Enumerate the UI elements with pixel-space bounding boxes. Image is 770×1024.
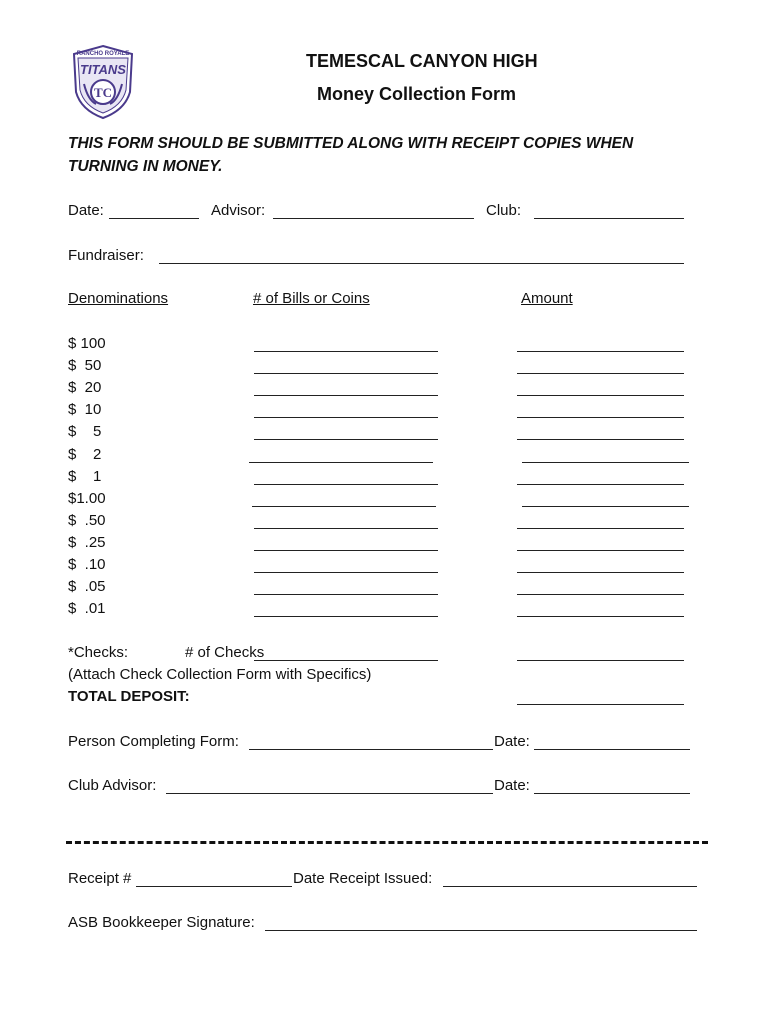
club-label: Club: xyxy=(486,202,522,219)
person-completing-label: Person Completing Form: xyxy=(68,733,239,750)
instruction-line-1: THIS FORM SHOULD BE SUBMITTED ALONG WITH RECEIPT COPIES WHEN xyxy=(68,135,634,152)
denomination-label: $ .05 xyxy=(68,578,106,595)
advisor-label: Advisor: xyxy=(211,202,266,219)
count-field[interactable] xyxy=(254,528,438,529)
date-receipt-issued-field[interactable] xyxy=(443,886,697,887)
date-receipt-issued-label: Date Receipt Issued: xyxy=(293,870,433,887)
denomination-label: $ 100 xyxy=(68,335,106,352)
checks-count-field[interactable] xyxy=(254,660,438,661)
count-field[interactable] xyxy=(254,439,438,440)
denomination-label: $ 1 xyxy=(68,468,102,485)
total-deposit-label: TOTAL DEPOSIT: xyxy=(68,688,190,705)
denomination-label: $ 10 xyxy=(68,401,102,418)
date-label: Date: xyxy=(68,202,104,219)
receipt-number-field[interactable] xyxy=(136,886,292,887)
fundraiser-label: Fundraiser: xyxy=(68,247,144,264)
checks-count-label: # of Checks xyxy=(185,644,265,661)
count-field[interactable] xyxy=(254,417,438,418)
count-field[interactable] xyxy=(254,373,438,374)
checks-amount-field[interactable] xyxy=(517,660,684,661)
titans-logo xyxy=(70,44,136,120)
count-field[interactable] xyxy=(254,616,438,617)
fundraiser-field[interactable] xyxy=(159,263,684,264)
amount-field[interactable] xyxy=(517,550,684,551)
count-field[interactable] xyxy=(252,506,436,507)
amount-header: Amount xyxy=(521,290,573,307)
school-name: TEMESCAL CANYON HIGH xyxy=(306,51,538,71)
club-advisor-field[interactable] xyxy=(166,793,493,794)
denomination-label: $ .50 xyxy=(68,512,106,529)
instruction-line-2: TURNING IN MONEY. xyxy=(68,158,223,175)
date-2-label: Date: xyxy=(494,777,530,794)
logo-top-text: RANCHO ROYALE xyxy=(76,51,130,57)
amount-field[interactable] xyxy=(517,594,684,595)
denomination-label: $ .01 xyxy=(68,600,106,617)
denomination-label: $1.00 xyxy=(68,490,106,507)
date-1-field[interactable] xyxy=(534,749,690,750)
logo-monogram: TC xyxy=(93,85,113,100)
amount-field[interactable] xyxy=(522,462,689,463)
amount-field[interactable] xyxy=(517,572,684,573)
denomination-label: $ 20 xyxy=(68,379,102,396)
amount-field[interactable] xyxy=(517,395,684,396)
club-field[interactable] xyxy=(534,218,684,219)
bookkeeper-signature-label: ASB Bookkeeper Signature: xyxy=(68,914,255,931)
receipt-number-label: Receipt # xyxy=(68,870,132,887)
amount-field[interactable] xyxy=(517,484,684,485)
amount-field[interactable] xyxy=(522,506,689,507)
checks-label: *Checks: xyxy=(68,644,129,661)
denomination-label: $ .25 xyxy=(68,534,106,551)
count-field[interactable] xyxy=(254,395,438,396)
denomination-label: $ 50 xyxy=(68,357,102,374)
amount-field[interactable] xyxy=(517,417,684,418)
denominations-header: Denominations xyxy=(68,290,169,307)
count-field[interactable] xyxy=(254,484,438,485)
denomination-label: $ .10 xyxy=(68,556,106,573)
date-2-field[interactable] xyxy=(534,793,690,794)
count-header: # of Bills or Coins xyxy=(253,290,370,307)
denomination-label: $ 2 xyxy=(68,446,102,463)
denomination-label: $ 5 xyxy=(68,423,102,440)
logo-main-text: TITANS xyxy=(80,62,126,77)
checks-note: (Attach Check Collection Form with Specifics) xyxy=(68,666,372,683)
total-deposit-field[interactable] xyxy=(517,704,684,705)
form-title: Money Collection Form xyxy=(317,84,517,104)
date-1-label: Date: xyxy=(494,733,530,750)
amount-field[interactable] xyxy=(517,616,684,617)
person-completing-field[interactable] xyxy=(249,749,493,750)
count-field[interactable] xyxy=(254,572,438,573)
club-advisor-label: Club Advisor: xyxy=(68,777,157,794)
count-field[interactable] xyxy=(254,550,438,551)
amount-field[interactable] xyxy=(517,439,684,440)
date-field[interactable] xyxy=(109,218,199,219)
amount-field[interactable] xyxy=(517,528,684,529)
advisor-field[interactable] xyxy=(273,218,474,219)
amount-field[interactable] xyxy=(517,351,684,352)
bookkeeper-signature-field[interactable] xyxy=(265,930,697,931)
amount-field[interactable] xyxy=(517,373,684,374)
count-field[interactable] xyxy=(249,462,433,463)
count-field[interactable] xyxy=(254,594,438,595)
cut-line-divider xyxy=(66,841,708,844)
count-field[interactable] xyxy=(254,351,438,352)
